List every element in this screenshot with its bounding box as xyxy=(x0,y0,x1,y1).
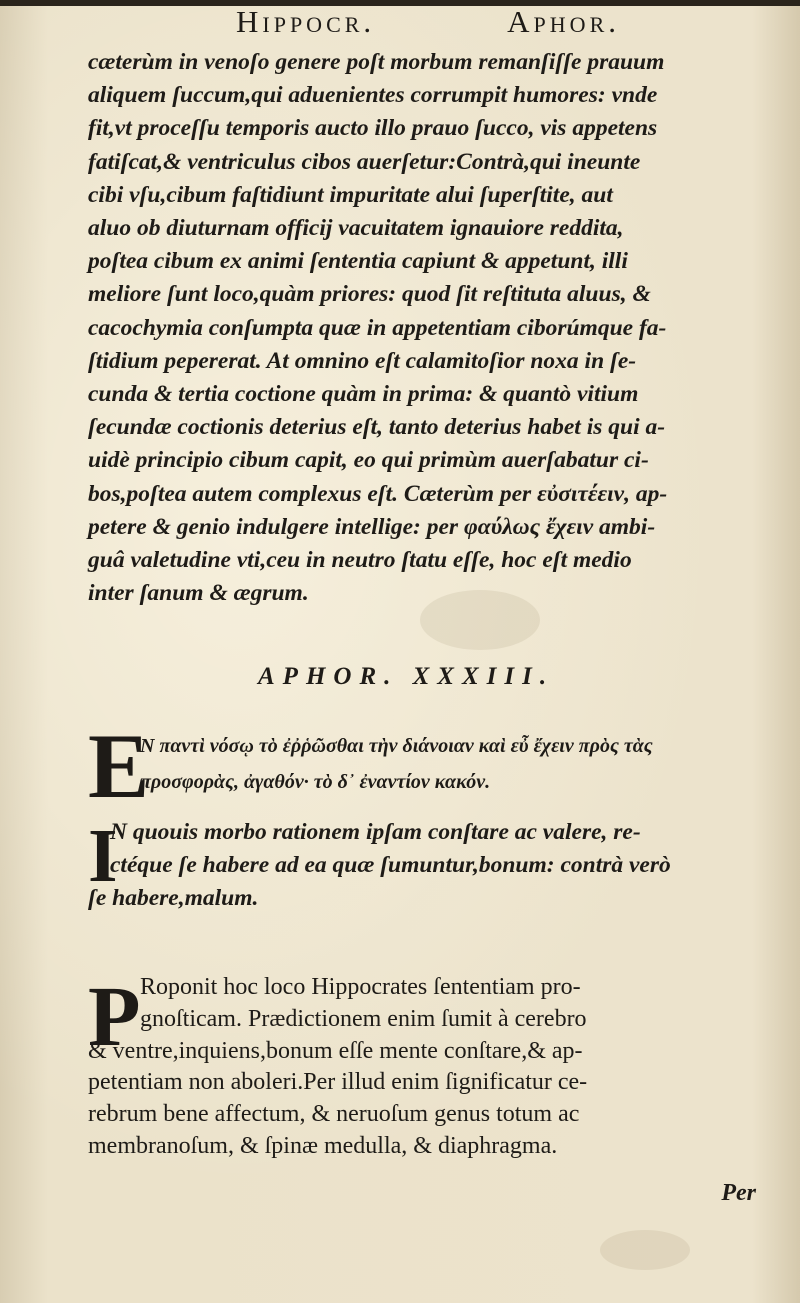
roman-line: gnoſticam. Prædictionem enim ſumit à cerebro xyxy=(140,1005,587,1032)
roman-line: petentiam non aboleri.Per illud enim ſignificatur ce- xyxy=(88,1069,588,1096)
roman-line: membranoſum, & ſpinæ medulla, & diaphragma. xyxy=(88,1132,558,1159)
running-head-right: Aphor. xyxy=(507,4,620,39)
greek-line: Ν παντὶ νόσῳ τὸ ἐῤῥῶσθαι τὴν διάνοιαν καὶ εὖ ἔχειν πρὸς τὰς xyxy=(140,735,653,757)
commentary-line: petere & genio indulgere intellige: per φαύλως ἔχειν ambi- xyxy=(88,513,656,540)
aphorism-heading: APHOR. XXXIII. xyxy=(258,663,555,690)
roman-line: rebrum bene affectum, & neruoſum genus totum ac xyxy=(88,1101,580,1128)
commentary-text xyxy=(88,46,768,610)
commentary-line: inter ſanum & ægrum. xyxy=(88,580,309,607)
greek-aphorism xyxy=(88,715,768,817)
commentary-line: fatiſcat,& ventriculus cibos auerſetur:Contrà,qui ineunte xyxy=(88,148,641,175)
running-head-left: Hippocr. xyxy=(236,4,376,39)
commentary-line: ſecundæ coctionis deterius eſt, tanto deterius habet is qui a- xyxy=(88,414,666,441)
greek-line: προσφορὰς, ἀγαθόν· τὸ δ᾽ ἐναντίον κακόν. xyxy=(140,771,491,793)
latin-line: N quouis morbo rationem ipſam conſtare ac valere, re- xyxy=(110,819,641,845)
commentary-line: poſtea cibum ex animi ſententia capiunt & appetunt, illi xyxy=(88,248,628,275)
commentary-line: aluo ob diuturnam officij vacuitatem ignauiore reddita, xyxy=(88,215,624,242)
running-head xyxy=(236,6,620,40)
commentary-line: meliore ſunt loco,quàm priores: quod ſit reſtituta aluus, & xyxy=(88,281,651,308)
commentary-line: ſtidium pepererat. At omnino eſt calamitoſior noxa in ſe- xyxy=(88,347,637,374)
latin-line: ſe habere,malum. xyxy=(88,885,259,911)
roman-text xyxy=(88,968,768,1163)
commentary-line: fit,vt proceſſu temporis aucto illo prauo ſucco, vis appetens xyxy=(88,115,658,142)
catchword: Per xyxy=(721,1180,756,1206)
latin-aphorism xyxy=(88,816,768,946)
commentary-line: cunda & tertia coctione quàm in prima: & quantò vitium xyxy=(88,381,639,408)
latin-line: ctéque ſe habere ad ea quæ ſumuntur,bonum: contrà verò xyxy=(110,852,671,878)
latin-text xyxy=(88,816,768,915)
greek-text xyxy=(140,728,770,800)
commentary-line: bos,poſtea autem complexus eſt. Cæterùm per εὐσιτέειν, ap- xyxy=(88,480,668,507)
roman-line: & ventre,inquiens,bonum eſſe mente conſtare,& ap- xyxy=(88,1037,583,1064)
greek-initial: E xyxy=(88,715,150,817)
commentary-line: aliquem ſuccum,qui aduenientes corrumpit humores: vnde xyxy=(88,82,658,109)
roman-initial: P xyxy=(88,968,141,1064)
roman-commentary xyxy=(88,968,768,1272)
commentary-line: cacochymia conſumpta quæ in appetentiam ciborúmque fa- xyxy=(88,314,667,341)
commentary-line: guâ valetudine vti,ceu in neutro ſtatu eſſe, hoc eſt medio xyxy=(88,547,632,574)
commentary-line: cibi vſu,cibum faſtidiunt impuritate alui ſuperſtite, aut xyxy=(88,181,613,208)
commentary-line: uidè principio cibum capit, eo qui primùm auerſabatur ci- xyxy=(88,447,649,474)
roman-line: Roponit hoc loco Hippocrates ſententiam pro- xyxy=(140,974,581,1000)
commentary-line: cæterùm in venoſo genere poſt morbum remanſiſſe prauum xyxy=(88,49,665,75)
latin-initial: I xyxy=(88,814,118,898)
